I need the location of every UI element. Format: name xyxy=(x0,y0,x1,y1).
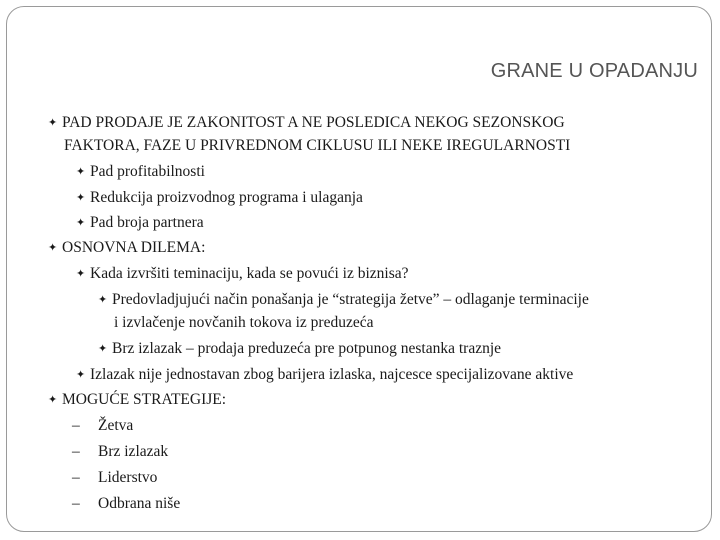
bullet-item xyxy=(48,113,565,133)
bullet-text: Redukcija proizvodnog programa i ulaganja xyxy=(90,189,363,206)
bullet-text: OSNOVNA DILEMA: xyxy=(62,239,206,256)
sub-sub-bullet-item xyxy=(98,339,501,359)
bullet-icon: ✦ xyxy=(48,242,58,254)
strategy-item xyxy=(72,416,133,435)
bullet-text: Izlazak nije jednostavan zbog barijera izlaska, najcesce specijalizovane aktive xyxy=(90,366,574,383)
strategy-item xyxy=(72,442,168,461)
bullet-icon: ✦ xyxy=(76,192,86,204)
sub-bullet-item xyxy=(76,365,573,385)
strategy-text: Žetva xyxy=(98,417,134,434)
strategy-text: Liderstvo xyxy=(98,469,158,486)
bullet-text: Pad profitabilnosti xyxy=(90,163,205,180)
bullet-icon: ✦ xyxy=(48,117,58,129)
bullet-icon: ✦ xyxy=(98,343,108,355)
bullet-text: Kada izvršiti teminaciju, kada se povući iz biznisa? xyxy=(90,265,409,282)
bullet-text: MOGUĆE STRATEGIJE: xyxy=(62,391,227,408)
strategy-text: Brz izlazak xyxy=(98,443,169,460)
sub-bullet-item xyxy=(76,264,409,284)
bullet-item xyxy=(48,238,205,258)
bullet-icon: ✦ xyxy=(76,268,86,280)
sub-bullet-item xyxy=(76,188,363,208)
dash-marker: – xyxy=(72,417,80,434)
sub-bullet-item xyxy=(76,213,204,233)
bullet-item xyxy=(48,390,226,410)
bullet-icon: ✦ xyxy=(76,166,86,178)
bullet-icon: ✦ xyxy=(76,217,86,229)
sub-sub-bullet-item xyxy=(98,290,589,310)
strategy-item xyxy=(72,468,157,487)
slide-title: GRANE U OPADANJU xyxy=(490,60,698,82)
bullet-text: Predovladjujući način ponašanja je “strategija žetve” – odlaganje terminacije xyxy=(112,291,589,308)
bullet-text: PAD PRODAJE JE ZAKONITOST A NE POSLEDICA NEKOG SEZONSKOG xyxy=(62,114,565,131)
strategy-text: Odbrana niše xyxy=(98,495,181,512)
dash-marker: – xyxy=(72,495,80,512)
sub-bullet-item xyxy=(76,162,205,182)
bullet-continuation: i izvlačenje novčanih tokova iz preduzeća xyxy=(114,314,374,331)
bullet-text: Brz izlazak – prodaja preduzeća pre potpunog nestanka traznje xyxy=(112,340,502,357)
bullet-continuation: FAKTORA, FAZE U PRIVREDNOM CIKLUSU ILI NEKE IREGULARNOSTI xyxy=(64,137,571,154)
dash-marker: – xyxy=(72,443,80,460)
bullet-icon: ✦ xyxy=(98,294,108,306)
dash-marker: – xyxy=(72,469,80,486)
strategy-item xyxy=(72,494,180,513)
bullet-text: Pad broja partnera xyxy=(90,214,204,231)
bullet-icon: ✦ xyxy=(76,369,86,381)
bullet-icon: ✦ xyxy=(48,394,58,406)
